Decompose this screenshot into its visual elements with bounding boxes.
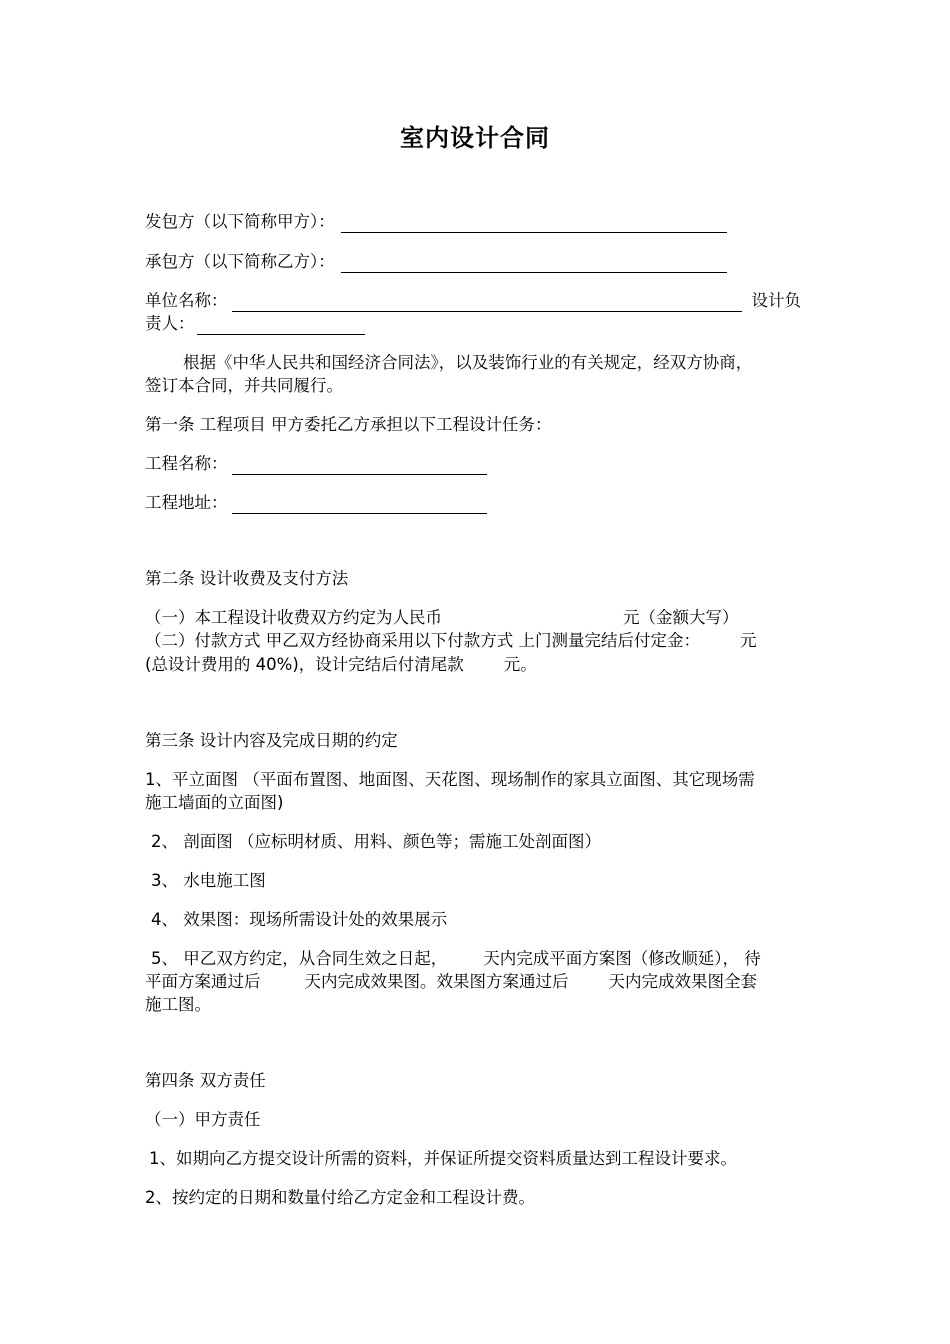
unit-name-line bbox=[145, 290, 801, 312]
project-address-field[interactable] bbox=[232, 495, 487, 514]
article3-item5-line1-part2: 天内完成平面方案图（修改顺延）， 待 bbox=[483, 949, 761, 968]
article2-item2-line2-part2: 元。 bbox=[503, 655, 537, 674]
article2-item2-part1: （二）付款方式 甲乙双方经协商采用以下付款方式 上门测量完结后付定金： bbox=[145, 631, 700, 650]
article3-item5-line1-part1: 5、 甲乙双方约定，从合同生效之日起， bbox=[151, 949, 448, 968]
party-a-field[interactable] bbox=[341, 214, 727, 233]
party-a-line bbox=[145, 211, 727, 233]
unit-name-label: 单位名称： bbox=[145, 291, 228, 310]
article4-sub1: （一）甲方责任 bbox=[145, 1110, 261, 1129]
article3-item4: 4、 效果图：现场所需设计处的效果展示 bbox=[151, 910, 448, 929]
article3-heading: 第三条 设计内容及完成日期的约定 bbox=[145, 731, 398, 750]
project-address-label: 工程地址： bbox=[145, 493, 228, 512]
party-b-line bbox=[145, 251, 727, 273]
article3-item5-line2-part1: 平面方案通过后 bbox=[145, 972, 261, 991]
article4-heading: 第四条 双方责任 bbox=[145, 1071, 266, 1090]
preamble-line1: 根据《中华人民共和国经济合同法》，以及装饰行业的有关规定，经双方协商， bbox=[183, 353, 753, 372]
party-b-label: 承包方（以下简称乙方）： bbox=[145, 252, 335, 271]
design-lead-label-part2: 责人： bbox=[145, 314, 195, 333]
article2-item2 bbox=[145, 630, 757, 652]
article3-item5-line2-part3: 天内完成效果图全套 bbox=[608, 972, 757, 991]
article2-item1-part1: （一）本工程设计收费双方约定为人民币 bbox=[145, 608, 442, 627]
article4-item1: 1、如期向乙方提交设计所需的资料，并保证所提交资料质量达到工程设计要求。 bbox=[149, 1149, 737, 1168]
party-b-field[interactable] bbox=[341, 254, 727, 273]
party-a-label: 发包方（以下简称甲方）： bbox=[145, 212, 335, 231]
page-title: 室内设计合同 bbox=[400, 124, 550, 152]
article3-item1-line1: 1、平立面图 （平面布置图、地面图、天花图、现场制作的家具立面图、其它现场需 bbox=[145, 770, 755, 789]
article2-item1 bbox=[145, 607, 739, 629]
design-lead-line bbox=[145, 313, 365, 335]
article3-item1-line2: 施工墙面的立面图) bbox=[145, 793, 284, 812]
article2-heading: 第二条 设计收费及支付方法 bbox=[145, 569, 349, 588]
preamble-line2: 签订本合同，并共同履行。 bbox=[145, 376, 343, 395]
design-lead-label-part1: 设计负 bbox=[751, 291, 801, 310]
design-lead-field[interactable] bbox=[197, 316, 365, 335]
article2-item2-line2-part1: (总设计费用的 40%)，设计完结后付清尾款 bbox=[145, 655, 464, 674]
article3-item5-line1 bbox=[151, 948, 761, 970]
article3-item3: 3、 水电施工图 bbox=[151, 871, 266, 890]
article3-item2: 2、 剖面图 （应标明材质、用料、颜色等；需施工处剖面图） bbox=[151, 832, 601, 851]
article2-item2-line2 bbox=[145, 654, 537, 676]
article2-item2-part2: 元 bbox=[740, 631, 757, 650]
article3-item5-line2 bbox=[145, 971, 757, 993]
article2-item1-part2: 元（金额大写） bbox=[623, 608, 739, 627]
project-name-line bbox=[145, 453, 487, 475]
project-name-label: 工程名称： bbox=[145, 454, 228, 473]
article4-item2: 2、按约定的日期和数量付给乙方定金和工程设计费。 bbox=[145, 1188, 535, 1207]
article3-item5-line3: 施工图。 bbox=[145, 995, 211, 1014]
article3-item5-line2-part2: 天内完成效果图。效果图方案通过后 bbox=[304, 972, 569, 991]
article1-heading: 第一条 工程项目 甲方委托乙方承担以下工程设计任务： bbox=[145, 415, 552, 434]
project-name-field[interactable] bbox=[232, 456, 487, 475]
unit-name-field[interactable] bbox=[232, 293, 742, 312]
project-address-line bbox=[145, 492, 487, 514]
